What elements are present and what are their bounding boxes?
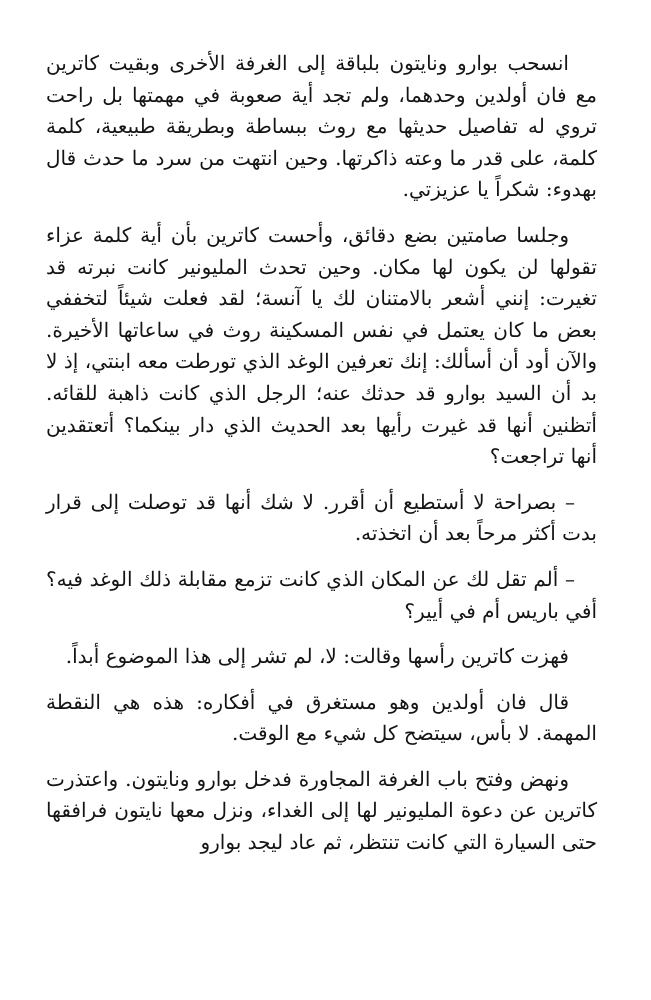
paragraph-6: قال فان أولدين وهو مستغرق في أفكاره: هذه هي النقطة المهمة. لا بأس، سيتضح كل شيء مع الوقت. bbox=[46, 689, 597, 746]
paragraph-2: وجلسا صامتين بضع دقائق، وأحست كاترين بأن أية كلمة عزاء تقولها لن يكون لها مكان. وحين تحدث المليونير كانت نبرته قد تغيرت: إنني أشعر بالامتنان لك يا آنسة؛ لقد فعلت شيئاً لتخففي بعض ما كان يعتمل في نفس المسكينة روث في ساعاتها الأخيرة. والآن أود أن أسألك: إنك تعرفين الوغد الذي تورطت معه ابنتي، إذ لا بد أن السيد بوارو قد حدثك عنه؛ الرجل الذي كانت ذاهبة للقائه. أتظنين أنها قد غيرت رأيها بعد الحديث الذي دار بينكما؟ أتعتقدين أنها تراجعت؟ bbox=[46, 222, 597, 469]
dialogue-line-2: – ألم تقل لك عن المكان الذي كانت تزمع مقابلة ذلك الوغد فيه؟ أفي باريس أم في أيير؟ bbox=[46, 566, 597, 623]
paragraph-1: انسحب بوارو ونايتون بلباقة إلى الغرفة الأخرى وبقيت كاترين مع فان أولدين وحدهما، ولم تجد أية صعوبة في مهمتها بل راحت تروي له تفاصيل حديثها مع روث ببساطة وبطريقة طبيعية، كلمة كلمة، على قدر ما وعته ذاكرتها. وحين انتهت من سرد ما حدث قال بهدوء: شكراً يا عزيزتي. bbox=[46, 51, 597, 202]
dialogue-line-1: – بصراحة لا أستطيع أن أقرر. لا شك أنها قد توصلت إلى قرار بدت أكثر مرحاً بعد أن اتخذته. bbox=[46, 489, 597, 546]
paragraph-7: ونهض وفتح باب الغرفة المجاورة فدخل بوارو ونايتون. واعتذرت كاترين عن دعوة المليونير لها إلى الغداء، ونزل معها نايتون فرافقها حتى السيارة التي كانت تنتظر، ثم عاد ليجد بوارو bbox=[46, 766, 597, 855]
paragraph-5: فهزت كاترين رأسها وقالت: لا، لم تشر إلى هذا الموضوع أبداً. bbox=[65, 644, 569, 669]
